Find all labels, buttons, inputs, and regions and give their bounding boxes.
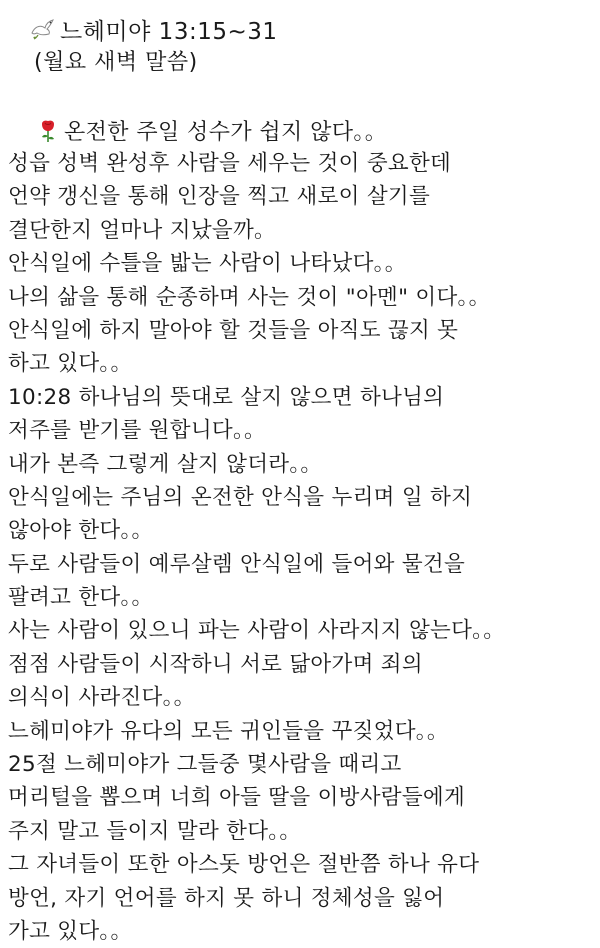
text-line: 안식일에 하지 말아야 할 것들을 아직도 끊지 못: [8, 317, 459, 343]
heading-line: [8, 114, 594, 147]
text-line: 내가 본즉 그렇게 살지 않더라。。: [8, 451, 323, 477]
rose-icon: [38, 119, 58, 143]
text-line: 주지 말고 들이지 말라 한다。。: [8, 818, 302, 844]
note-body: [8, 114, 594, 948]
text-line: 하고 있다。。: [8, 351, 133, 377]
text-line: 안식일에 수틀을 밟는 사람이 나타났다。。: [8, 251, 407, 277]
text-line: 두로 사람들이 예루살렘 안식일에 들어와 물건을: [8, 551, 466, 577]
text-line: 사는 사람이 있으니 파는 사람이 사라지지 않는다。。: [8, 618, 506, 644]
text-line: 방언, 자기 언어를 하지 못 하니 정체성을 잃어: [8, 885, 445, 911]
text-line: 결단한지 얼마나 지났을까。: [8, 217, 276, 243]
text-line: 느헤미야가 유다의 모든 귀인들을 꾸짖었다。。: [8, 718, 449, 744]
dove-icon: [30, 16, 56, 42]
text-line: 점점 사람들이 시작하니 서로 닮아가며 죄의: [8, 651, 423, 677]
text-line: 성읍 성벽 완성후 사람을 세우는 것이 중요한데: [8, 151, 452, 176]
title-row: [30, 12, 278, 46]
text-line: 안식일에는 주님의 온전한 안식을 누리며 일 하지: [8, 484, 473, 510]
text-line: 언약 갱신을 통해 인장을 찍고 새로이 살기를: [8, 184, 431, 210]
heading-text: 온전한 주일 성수가 쉽지 않다。。: [64, 120, 388, 145]
text-line: 저주를 받기를 원합니다。。: [8, 418, 266, 444]
text-line: 머리털을 뽑으며 너희 아들 딸을 이방사람들에게: [8, 785, 466, 811]
text-line: 25절 느헤미야가 그들중 몇사람을 때리고: [8, 752, 402, 778]
subtitle: (월요 새벽 말씀): [34, 50, 198, 75]
header: [30, 12, 278, 80]
page-title: 느헤미야 13:15~31: [60, 18, 278, 45]
text-line: 의식이 사라진다。。: [8, 685, 196, 711]
text-line: 나의 삶을 통해 순종하며 사는 것이 "아멘" 이다。。: [8, 284, 491, 310]
text-line: 가고 있다。。: [8, 918, 133, 944]
text-line: 그 자녀들이 또한 아스돗 방언은 절반쯤 하나 유다: [8, 852, 480, 878]
text-line: 10:28 하나님의 뜻대로 살지 않으면 하나님의: [8, 384, 445, 410]
text-line: 팔려고 한다。。: [8, 585, 154, 611]
text-line: 않아야 한다。。: [8, 518, 154, 544]
